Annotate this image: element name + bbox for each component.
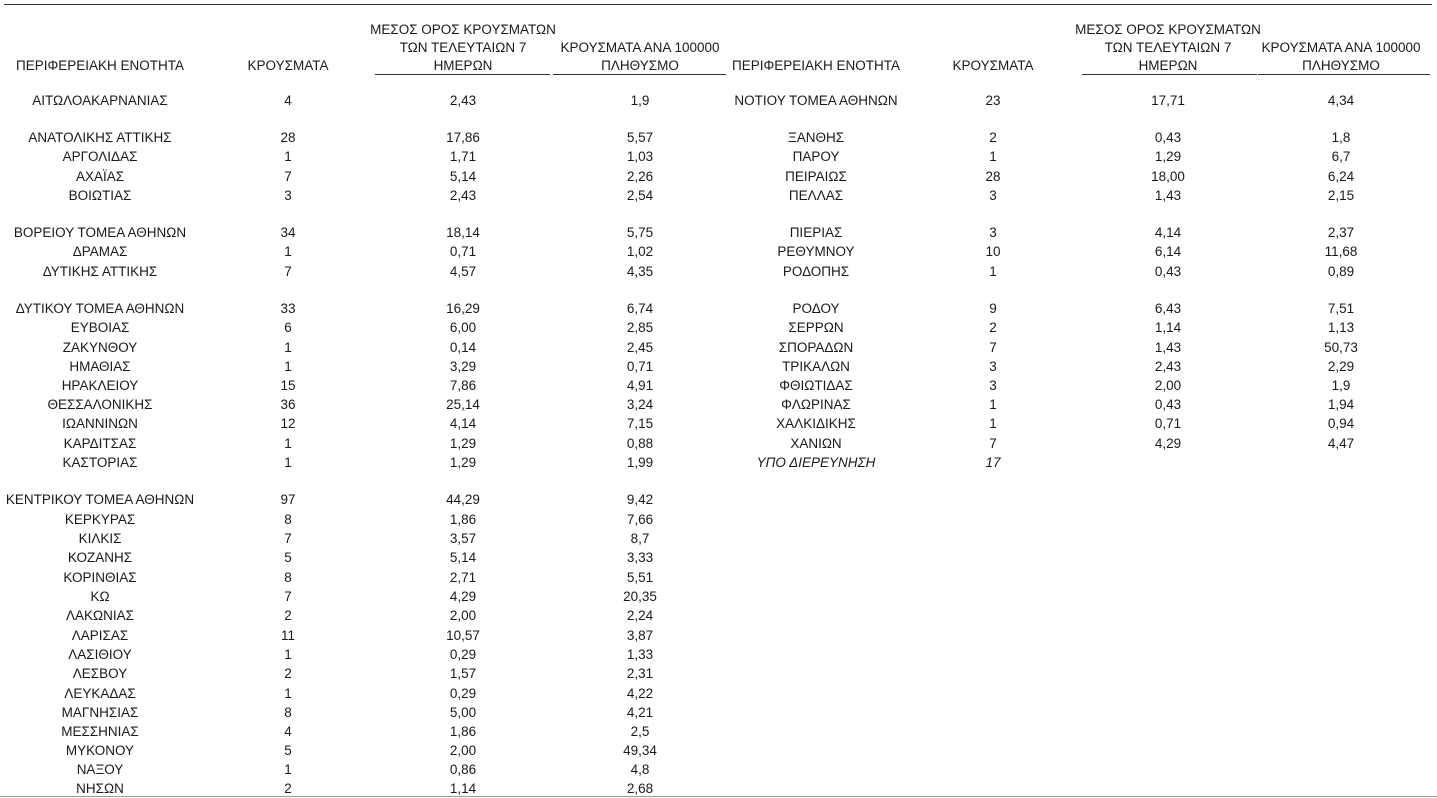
region-name: ΦΘΙΩΤΙΔΑΣ: [779, 378, 853, 393]
region-name: ΛΕΣΒΟΥ: [72, 666, 128, 681]
cases-value: 6: [284, 320, 292, 335]
per100k-value: 11,68: [1324, 244, 1358, 259]
header-cases-right: ΚΡΟΥΣΜΑΤΑ: [952, 58, 1034, 73]
cases-value: 1: [989, 416, 997, 431]
per100k-value: 1,33: [626, 647, 654, 662]
avg-7day-value: 2,43: [449, 93, 477, 108]
avg-7day-value: 6,00: [449, 320, 477, 335]
header-per100k-right-2: ΠΛΗΘΥΣΜΟ: [1302, 58, 1380, 73]
region-name: ΜΥΚΟΝΟΥ: [65, 743, 135, 758]
avg-7day-value: 6,14: [1154, 244, 1182, 259]
per100k-value: 1,94: [1327, 397, 1355, 412]
region-name: ΔΥΤΙΚΗΣ ΑΤΤΙΚΗΣ: [42, 264, 158, 279]
region-name: ΡΟΔΟΠΗΣ: [782, 264, 850, 279]
region-name: ΛΑΚΩΝΙΑΣ: [66, 608, 134, 623]
per100k-value: 6,7: [1331, 149, 1351, 164]
region-name: ΚΑΡΔΙΤΣΑΣ: [63, 436, 137, 451]
cases-value: 3: [989, 359, 997, 374]
region-name: ΚΕΝΤΡΙΚΟΥ ΤΟΜΕΑ ΑΘΗΝΩΝ: [5, 492, 195, 507]
avg-7day-value: 2,00: [449, 743, 477, 758]
per100k-value: 2,37: [1327, 225, 1355, 240]
cases-value: 2: [284, 608, 292, 623]
region-name: ΡΟΔΟΥ: [792, 301, 840, 316]
avg-7day-value: 5,14: [449, 550, 477, 565]
per100k-value: 0,89: [1327, 264, 1355, 279]
header-underline-per100k-right: [1258, 74, 1430, 75]
avg-7day-value: 7,86: [449, 378, 477, 393]
per100k-value: 2,29: [1327, 359, 1355, 374]
pending-label: ΥΠΟ ΔΙΕΡΕΥΝΗΣΗ: [756, 455, 876, 470]
cases-value: 9: [989, 301, 997, 316]
region-name: ΛΑΣΙΘΙΟΥ: [68, 647, 132, 662]
avg-7day-value: 0,14: [449, 340, 477, 355]
header-underline-avg-right: [1082, 74, 1257, 75]
cases-value: 3: [989, 188, 997, 203]
per100k-value: 4,22: [626, 686, 654, 701]
per100k-value: 3,33: [626, 550, 654, 565]
header-per100k-left-1: ΚΡΟΥΣΜΑΤΑ ΑΝΑ 100000: [560, 40, 720, 55]
cases-value: 1: [284, 340, 292, 355]
cases-value: 7: [284, 589, 292, 604]
per100k-value: 7,15: [626, 416, 654, 431]
region-name: ΣΕΡΡΩΝ: [788, 320, 844, 335]
region-name: ΣΠΟΡΑΔΩΝ: [778, 340, 854, 355]
header-avg-right-3: ΗΜΕΡΩΝ: [1138, 58, 1198, 73]
avg-7day-value: 0,43: [1154, 264, 1182, 279]
per100k-value: 2,5: [630, 724, 650, 739]
region-name: ΠΑΡΟΥ: [792, 149, 840, 164]
avg-7day-value: 1,43: [1154, 188, 1182, 203]
cases-value: 8: [284, 570, 292, 585]
per100k-value: 2,31: [626, 666, 654, 681]
per100k-value: 2,26: [626, 169, 654, 184]
per100k-value: 1,13: [1327, 320, 1355, 335]
cases-value: 1: [284, 455, 292, 470]
avg-7day-value: 1,43: [1154, 340, 1182, 355]
avg-7day-value: 2,71: [449, 570, 477, 585]
avg-7day-value: 4,29: [449, 589, 477, 604]
region-name: ΝΟΤΙΟΥ ΤΟΜΕΑ ΑΘΗΝΩΝ: [734, 93, 898, 108]
per100k-value: 2,68: [626, 781, 654, 796]
per100k-value: 4,91: [626, 378, 654, 393]
avg-7day-value: 1,14: [1154, 320, 1182, 335]
per100k-value: 1,9: [1331, 378, 1351, 393]
header-per100k-left-2: ΠΛΗΘΥΣΜΟ: [601, 58, 679, 73]
avg-7day-value: 0,71: [1154, 416, 1182, 431]
region-name: ΝΑΞΟΥ: [76, 762, 124, 777]
cases-value: 34: [280, 225, 296, 240]
avg-7day-value: 1,14: [449, 781, 477, 796]
per100k-value: 2,54: [626, 188, 654, 203]
cases-value: 7: [284, 169, 292, 184]
per100k-value: 1,03: [626, 149, 654, 164]
cases-value: 2: [989, 130, 997, 145]
header-avg-left-1: ΜΕΣΟΣ ΟΡΟΣ ΚΡΟΥΣΜΑΤΩΝ: [370, 22, 556, 37]
region-name: ΙΩΑΝΝΙΝΩΝ: [62, 416, 138, 431]
region-name: ΧΑΝΙΩΝ: [790, 436, 842, 451]
region-name: ΦΛΩΡΙΝΑΣ: [781, 397, 851, 412]
per100k-value: 5,75: [626, 225, 654, 240]
cases-value: 3: [989, 225, 997, 240]
per100k-value: 5,51: [626, 570, 654, 585]
per100k-value: 4,21: [626, 705, 654, 720]
region-name: ΖΑΚΥΝΘΟΥ: [62, 340, 138, 355]
cases-value: 2: [989, 320, 997, 335]
cases-value: 7: [989, 436, 997, 451]
per100k-value: 6,24: [1327, 169, 1355, 184]
cases-value: 4: [284, 93, 292, 108]
avg-7day-value: 1,29: [449, 455, 477, 470]
cases-value: 11: [280, 628, 295, 643]
cases-value: 7: [284, 531, 292, 546]
cases-value: 1: [284, 149, 292, 164]
cases-value: 1: [284, 762, 292, 777]
region-name: ΠΕΙΡΑΙΩΣ: [785, 169, 847, 184]
avg-7day-value: 10,57: [446, 628, 480, 643]
top-rule: [4, 4, 1432, 5]
region-name: ΘΕΣΣΑΛΟΝΙΚΗΣ: [47, 397, 153, 412]
region-name: ΛΕΥΚΑΔΑΣ: [64, 686, 136, 701]
region-name: ΠΕΛΛΑΣ: [788, 188, 844, 203]
avg-7day-value: 44,29: [446, 492, 480, 507]
cases-value: 36: [280, 397, 296, 412]
region-name: ΒΟΡΕΙΟΥ ΤΟΜΕΑ ΑΘΗΝΩΝ: [13, 225, 187, 240]
avg-7day-value: 0,43: [1154, 397, 1182, 412]
avg-7day-value: 25,14: [446, 397, 480, 412]
cases-value: 2: [284, 666, 292, 681]
cases-value: 5: [284, 550, 292, 565]
cases-value: 1: [989, 397, 997, 412]
per100k-value: 4,34: [1327, 93, 1355, 108]
header-avg-right-1: ΜΕΣΟΣ ΟΡΟΣ ΚΡΟΥΣΜΑΤΩΝ: [1075, 22, 1261, 37]
region-name: ΧΑΛΚΙΔΙΚΗΣ: [776, 416, 856, 431]
cases-value: 8: [284, 705, 292, 720]
region-name: ΜΕΣΣΗΝΙΑΣ: [61, 724, 139, 739]
avg-7day-value: 2,43: [449, 188, 477, 203]
region-name: ΚΑΣΤΟΡΙΑΣ: [62, 455, 138, 470]
avg-7day-value: 18,14: [446, 225, 480, 240]
avg-7day-value: 4,14: [1154, 225, 1182, 240]
region-name: ΜΑΓΝΗΣΙΑΣ: [61, 705, 139, 720]
region-name: ΞΑΝΘΗΣ: [787, 130, 845, 145]
avg-7day-value: 4,29: [1154, 436, 1182, 451]
per100k-value: 1,9: [630, 93, 650, 108]
per100k-value: 3,87: [626, 628, 654, 643]
region-name: ΑΝΑΤΟΛΙΚΗΣ ΑΤΤΙΚΗΣ: [28, 130, 172, 145]
avg-7day-value: 0,29: [449, 647, 477, 662]
cases-value: 10: [985, 244, 1001, 259]
header-region-right: ΠΕΡΙΦΕΡΕΙΑΚΗ ΕΝΟΤΗΤΑ: [731, 58, 901, 73]
avg-7day-value: 2,43: [1154, 359, 1182, 374]
header-per100k-right-1: ΚΡΟΥΣΜΑΤΑ ΑΝΑ 100000: [1261, 40, 1421, 55]
cases-value: 1: [284, 436, 292, 451]
cases-value: 4: [284, 724, 292, 739]
avg-7day-value: 5,14: [449, 169, 477, 184]
per100k-value: 8,7: [630, 531, 650, 546]
cases-value: 1: [284, 359, 292, 374]
region-name: ΗΡΑΚΛΕΙΟΥ: [61, 378, 139, 393]
avg-7day-value: 5,00: [449, 705, 477, 720]
avg-7day-value: 1,86: [449, 724, 477, 739]
avg-7day-value: 0,86: [449, 762, 477, 777]
region-name: ΚΩ: [90, 589, 110, 604]
header-underline-avg-left: [375, 74, 550, 75]
cases-value: 33: [280, 301, 296, 316]
per100k-value: 0,88: [626, 436, 654, 451]
per100k-value: 4,8: [630, 762, 650, 777]
cases-value: 23: [985, 93, 1001, 108]
cases-value: 3: [989, 378, 997, 393]
cases-value: 15: [280, 378, 296, 393]
per100k-value: 7,51: [1327, 301, 1355, 316]
region-name: ΗΜΑΘΙΑΣ: [69, 359, 131, 374]
cases-value: 12: [280, 416, 296, 431]
avg-7day-value: 4,57: [449, 264, 477, 279]
per100k-value: 6,74: [626, 301, 654, 316]
per100k-value: 49,34: [623, 743, 657, 758]
cases-value: 1: [284, 244, 292, 259]
avg-7day-value: 1,71: [449, 149, 477, 164]
per100k-value: 2,15: [1327, 188, 1355, 203]
avg-7day-value: 0,29: [449, 686, 477, 701]
region-name: ΚΟΡΙΝΘΙΑΣ: [63, 570, 137, 585]
per100k-value: 9,42: [626, 492, 654, 507]
region-name: ΒΟΙΩΤΙΑΣ: [68, 188, 132, 203]
avg-7day-value: 2,00: [1154, 378, 1182, 393]
cases-value: 1: [989, 264, 997, 279]
per100k-value: 3,24: [626, 397, 654, 412]
cases-value: 7: [284, 264, 292, 279]
per100k-value: 1,8: [1331, 130, 1351, 145]
region-name: ΡΕΘΥΜΝΟΥ: [777, 244, 855, 259]
avg-7day-value: 17,86: [446, 130, 480, 145]
region-name: ΛΑΡΙΣΑΣ: [71, 628, 129, 643]
header-avg-left-3: ΗΜΕΡΩΝ: [433, 58, 493, 73]
region-name: ΑΧΑΪΑΣ: [75, 169, 125, 184]
avg-7day-value: 4,14: [449, 416, 477, 431]
cases-value: 5: [284, 743, 292, 758]
avg-7day-value: 1,29: [1154, 149, 1182, 164]
region-name: ΚΕΡΚΥΡΑΣ: [64, 512, 136, 527]
cases-value: 1: [284, 686, 292, 701]
bottom-rule: [0, 796, 1437, 797]
cases-value: 1: [284, 647, 292, 662]
per100k-value: 7,66: [626, 512, 654, 527]
avg-7day-value: 18,00: [1151, 169, 1185, 184]
cases-value: 2: [284, 781, 292, 796]
avg-7day-value: 3,57: [449, 531, 477, 546]
region-name: ΔΡΑΜΑΣ: [72, 244, 128, 259]
avg-7day-value: 16,29: [446, 301, 480, 316]
avg-7day-value: 0,71: [449, 244, 477, 259]
header-region-left: ΠΕΡΙΦΕΡΕΙΑΚΗ ΕΝΟΤΗΤΑ: [15, 58, 185, 73]
cases-value: 8: [284, 512, 292, 527]
per100k-value: 50,73: [1324, 340, 1358, 355]
region-name: ΑΡΓΟΛΙΔΑΣ: [62, 149, 138, 164]
per100k-value: 1,99: [626, 455, 654, 470]
region-name: ΚΙΛΚΙΣ: [78, 531, 122, 546]
region-name: ΕΥΒΟΙΑΣ: [70, 320, 130, 335]
avg-7day-value: 17,71: [1151, 93, 1185, 108]
per100k-value: 2,24: [626, 608, 654, 623]
per100k-value: 20,35: [623, 589, 657, 604]
header-avg-left-2: ΤΩΝ ΤΕΛΕΥΤΑΙΩΝ 7: [399, 40, 527, 55]
avg-7day-value: 1,29: [449, 436, 477, 451]
cases-value: 28: [280, 130, 296, 145]
cases-value: 1: [989, 149, 997, 164]
header-underline-per100k-left: [553, 74, 726, 75]
per100k-value: 2,45: [626, 340, 654, 355]
pending-cases-value: 17: [985, 455, 1001, 470]
avg-7day-value: 1,57: [449, 666, 477, 681]
region-name: ΤΡΙΚΑΛΩΝ: [782, 359, 850, 374]
avg-7day-value: 2,00: [449, 608, 477, 623]
per100k-value: 4,35: [626, 264, 654, 279]
cases-value: 28: [985, 169, 1001, 184]
per100k-value: 2,85: [626, 320, 654, 335]
region-name: ΚΟΖΑΝΗΣ: [67, 550, 133, 565]
header-cases-left: ΚΡΟΥΣΜΑΤΑ: [247, 58, 329, 73]
per100k-value: 0,94: [1327, 416, 1355, 431]
per100k-value: 0,71: [626, 359, 654, 374]
avg-7day-value: 1,86: [449, 512, 477, 527]
avg-7day-value: 0,43: [1154, 130, 1182, 145]
region-name: ΔΥΤΙΚΟΥ ΤΟΜΕΑ ΑΘΗΝΩΝ: [15, 301, 185, 316]
avg-7day-value: 3,29: [449, 359, 477, 374]
cases-value: 7: [989, 340, 997, 355]
avg-7day-value: 6,43: [1154, 301, 1182, 316]
region-name: ΠΙΕΡΙΑΣ: [789, 225, 843, 240]
per100k-value: 1,02: [626, 244, 654, 259]
per100k-value: 5,57: [626, 130, 654, 145]
cases-value: 3: [284, 188, 292, 203]
region-name: ΝΗΣΩΝ: [76, 781, 124, 796]
per100k-value: 4,47: [1327, 436, 1355, 451]
cases-value: 97: [280, 492, 296, 507]
header-avg-right-2: ΤΩΝ ΤΕΛΕΥΤΑΙΩΝ 7: [1104, 40, 1232, 55]
region-name: ΑΙΤΩΛΟΑΚΑΡΝΑΝΙΑΣ: [32, 93, 168, 108]
